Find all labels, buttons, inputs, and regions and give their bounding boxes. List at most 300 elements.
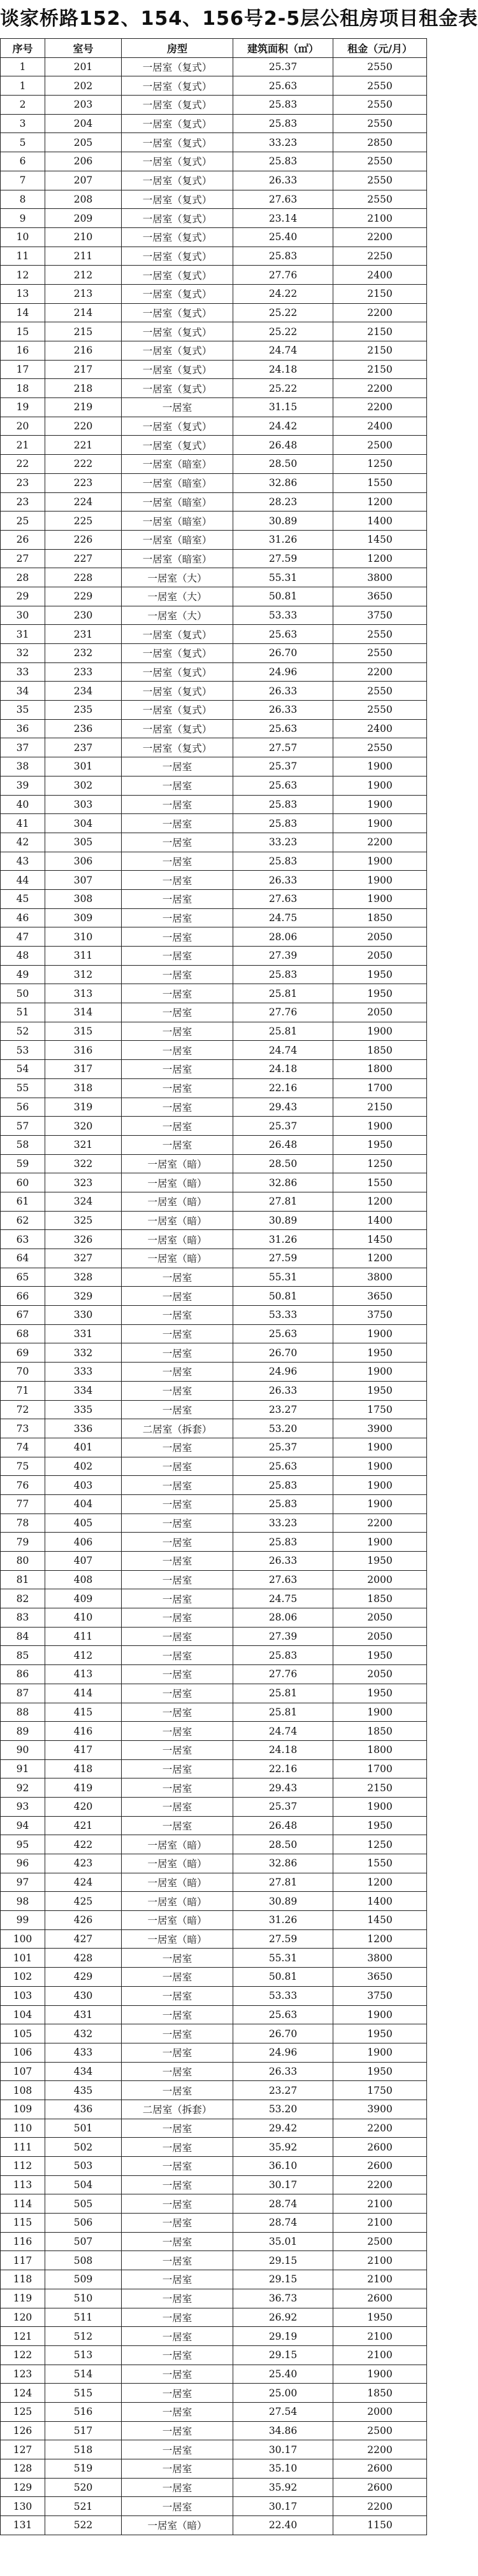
- cell-room-number: 320: [45, 1117, 122, 1136]
- cell-floor-area: 36.10: [233, 2157, 333, 2176]
- cell-monthly-rent: 2150: [333, 1098, 427, 1117]
- table-row: [1, 1173, 427, 1192]
- cell-index: 113: [1, 2175, 45, 2194]
- cell-index: 85: [1, 1646, 45, 1665]
- cell-index: 34: [1, 682, 45, 701]
- cell-monthly-rent: 1950: [333, 1646, 427, 1665]
- cell-monthly-rent: 3750: [333, 1306, 427, 1325]
- cell-floor-area: 23.27: [233, 1400, 333, 1419]
- cell-room-type: 一居室: [122, 2327, 233, 2346]
- cell-room-type: 一居室（暗室）: [122, 549, 233, 568]
- header-index: 序号: [1, 39, 45, 58]
- cell-room-type: 一居室（暗）: [122, 1873, 233, 1892]
- cell-room-type: 一居室: [122, 1306, 233, 1325]
- cell-monthly-rent: 2200: [333, 303, 427, 322]
- cell-room-number: 436: [45, 2100, 122, 2119]
- header-floor-area: 建筑面积（㎡）: [233, 39, 333, 58]
- cell-room-type: 一居室: [122, 1797, 233, 1816]
- table-row: [1, 1703, 427, 1722]
- cell-room-type: 一居室: [122, 1608, 233, 1628]
- cell-room-type: 一居室（暗）: [122, 1854, 233, 1873]
- cell-room-number: 514: [45, 2365, 122, 2384]
- cell-monthly-rent: 2200: [333, 2440, 427, 2459]
- cell-room-type: 一居室: [122, 1363, 233, 1382]
- cell-room-number: 314: [45, 1003, 122, 1022]
- cell-room-number: 508: [45, 2251, 122, 2270]
- cell-index: 82: [1, 1589, 45, 1608]
- cell-floor-area: 27.54: [233, 2402, 333, 2421]
- cell-room-type: 一居室: [122, 2384, 233, 2403]
- cell-room-number: 227: [45, 549, 122, 568]
- cell-room-type: 一居室: [122, 1703, 233, 1722]
- cell-monthly-rent: 1900: [333, 871, 427, 890]
- cell-floor-area: 27.39: [233, 947, 333, 966]
- cell-monthly-rent: 3650: [333, 1287, 427, 1306]
- cell-monthly-rent: 1900: [333, 1363, 427, 1382]
- cell-index: 9: [1, 209, 45, 228]
- cell-room-number: 207: [45, 171, 122, 190]
- cell-index: 44: [1, 871, 45, 890]
- cell-floor-area: 25.83: [233, 96, 333, 115]
- cell-monthly-rent: 1800: [333, 1740, 427, 1759]
- cell-room-number: 310: [45, 927, 122, 947]
- cell-floor-area: 25.81: [233, 1022, 333, 1041]
- table-row: [1, 1722, 427, 1741]
- cell-floor-area: 25.37: [233, 1438, 333, 1457]
- cell-room-number: 503: [45, 2157, 122, 2176]
- cell-room-type: 一居室（复式）: [122, 76, 233, 96]
- cell-room-number: 224: [45, 492, 122, 512]
- cell-index: 77: [1, 1494, 45, 1513]
- cell-room-type: 一居室（复式）: [122, 662, 233, 682]
- cell-floor-area: 25.22: [233, 303, 333, 322]
- cell-room-number: 421: [45, 1816, 122, 1835]
- cell-monthly-rent: 2100: [333, 2214, 427, 2233]
- cell-room-number: 317: [45, 1060, 122, 1079]
- table-row: [1, 360, 427, 379]
- cell-floor-area: 24.96: [233, 2043, 333, 2062]
- cell-monthly-rent: 1950: [333, 984, 427, 1003]
- cell-room-number: 206: [45, 152, 122, 171]
- cell-room-number: 303: [45, 795, 122, 814]
- cell-monthly-rent: 2050: [333, 927, 427, 947]
- cell-room-type: 一居室（暗室）: [122, 530, 233, 549]
- cell-index: 114: [1, 2194, 45, 2214]
- cell-room-number: 324: [45, 1192, 122, 1211]
- cell-floor-area: 25.37: [233, 1797, 333, 1816]
- cell-floor-area: 27.59: [233, 1249, 333, 1268]
- cell-index: 22: [1, 455, 45, 474]
- cell-floor-area: 24.18: [233, 1740, 333, 1759]
- cell-room-type: 一居室: [122, 1968, 233, 1987]
- cell-index: 41: [1, 814, 45, 833]
- table-header-row: [1, 39, 427, 58]
- cell-index: 88: [1, 1703, 45, 1722]
- cell-index: 3: [1, 114, 45, 133]
- cell-room-number: 416: [45, 1722, 122, 1741]
- cell-room-number: 405: [45, 1513, 122, 1533]
- cell-monthly-rent: 1450: [333, 530, 427, 549]
- table-row: [1, 738, 427, 757]
- cell-index: 61: [1, 1192, 45, 1211]
- cell-room-number: 312: [45, 965, 122, 984]
- table-row: [1, 1306, 427, 1325]
- cell-room-type: 一居室: [122, 2402, 233, 2421]
- cell-room-type: 一居室（暗）: [122, 2516, 233, 2535]
- cell-monthly-rent: 2600: [333, 2157, 427, 2176]
- cell-room-type: 一居室（复式）: [122, 227, 233, 247]
- table-row: [1, 1684, 427, 1703]
- cell-floor-area: 25.40: [233, 2365, 333, 2384]
- cell-room-number: 210: [45, 227, 122, 247]
- cell-floor-area: 22.16: [233, 1078, 333, 1098]
- table-row: [1, 492, 427, 512]
- cell-monthly-rent: 1700: [333, 1759, 427, 1778]
- cell-index: 43: [1, 852, 45, 871]
- table-row: [1, 947, 427, 966]
- cell-room-type: 一居室（复式）: [122, 171, 233, 190]
- table-row: [1, 719, 427, 738]
- cell-monthly-rent: 2200: [333, 2119, 427, 2138]
- table-row: [1, 2005, 427, 2024]
- cell-monthly-rent: 2150: [333, 341, 427, 361]
- cell-monthly-rent: 3900: [333, 2100, 427, 2119]
- cell-floor-area: 27.81: [233, 1192, 333, 1211]
- cell-room-type: 一居室: [122, 2138, 233, 2157]
- cell-index: 37: [1, 738, 45, 757]
- cell-room-number: 428: [45, 1949, 122, 1968]
- cell-room-number: 407: [45, 1552, 122, 1571]
- cell-monthly-rent: 1900: [333, 1494, 427, 1513]
- cell-room-number: 214: [45, 303, 122, 322]
- table-row: [1, 1873, 427, 1892]
- table-row: [1, 1929, 427, 1949]
- table-row: [1, 1608, 427, 1628]
- cell-monthly-rent: 3750: [333, 606, 427, 625]
- cell-room-type: 一居室: [122, 1589, 233, 1608]
- cell-monthly-rent: 1400: [333, 1892, 427, 1911]
- cell-monthly-rent: 1750: [333, 2081, 427, 2100]
- cell-room-number: 410: [45, 1608, 122, 1628]
- cell-room-number: 233: [45, 662, 122, 682]
- cell-monthly-rent: 1900: [333, 2005, 427, 2024]
- table-row: [1, 1627, 427, 1646]
- cell-floor-area: 25.83: [233, 1476, 333, 1495]
- cell-room-type: 一居室: [122, 1949, 233, 1968]
- table-row: [1, 2516, 427, 2535]
- cell-room-number: 411: [45, 1627, 122, 1646]
- table-row: [1, 2402, 427, 2421]
- cell-room-type: 一居室: [122, 889, 233, 908]
- cell-index: 126: [1, 2421, 45, 2440]
- cell-floor-area: 29.43: [233, 1098, 333, 1117]
- table-row: [1, 682, 427, 701]
- cell-index: 16: [1, 341, 45, 361]
- cell-floor-area: 50.81: [233, 1968, 333, 1987]
- table-row: [1, 1986, 427, 2005]
- cell-monthly-rent: 1200: [333, 549, 427, 568]
- cell-room-type: 一居室: [122, 1722, 233, 1741]
- cell-floor-area: 27.59: [233, 549, 333, 568]
- cell-room-number: 424: [45, 1873, 122, 1892]
- cell-floor-area: 32.86: [233, 473, 333, 492]
- cell-floor-area: 26.33: [233, 2062, 333, 2081]
- cell-index: 36: [1, 719, 45, 738]
- table-row: [1, 2157, 427, 2176]
- cell-monthly-rent: 1200: [333, 1929, 427, 1949]
- cell-room-type: 一居室: [122, 2043, 233, 2062]
- cell-room-number: 406: [45, 1533, 122, 1552]
- cell-room-number: 218: [45, 379, 122, 398]
- cell-index: 130: [1, 2497, 45, 2516]
- table-row: [1, 2138, 427, 2157]
- table-row: [1, 1098, 427, 1117]
- cell-room-type: 一居室: [122, 2478, 233, 2497]
- cell-room-type: 一居室: [122, 947, 233, 966]
- cell-index: 111: [1, 2138, 45, 2157]
- table-row: [1, 2421, 427, 2440]
- cell-index: 38: [1, 757, 45, 776]
- table-row: [1, 266, 427, 285]
- cell-monthly-rent: 2050: [333, 1627, 427, 1646]
- cell-monthly-rent: 2500: [333, 2232, 427, 2251]
- cell-room-number: 408: [45, 1570, 122, 1589]
- cell-index: 69: [1, 1343, 45, 1363]
- cell-index: 80: [1, 1552, 45, 1571]
- table-row: [1, 96, 427, 115]
- table-row: [1, 303, 427, 322]
- cell-index: 49: [1, 965, 45, 984]
- cell-index: 76: [1, 1476, 45, 1495]
- cell-room-number: 305: [45, 833, 122, 852]
- table-row: [1, 512, 427, 531]
- cell-monthly-rent: 2050: [333, 1665, 427, 1684]
- table-row: [1, 2440, 427, 2459]
- cell-floor-area: 29.15: [233, 2345, 333, 2365]
- cell-monthly-rent: 2100: [333, 2270, 427, 2289]
- table-row: [1, 1797, 427, 1816]
- cell-monthly-rent: 1950: [333, 1381, 427, 1400]
- cell-index: 65: [1, 1268, 45, 1287]
- table-row: [1, 1211, 427, 1230]
- cell-room-number: 231: [45, 625, 122, 644]
- cell-room-number: 510: [45, 2289, 122, 2308]
- cell-index: 23: [1, 473, 45, 492]
- cell-monthly-rent: 1200: [333, 492, 427, 512]
- table-row: [1, 1230, 427, 1249]
- cell-room-number: 512: [45, 2327, 122, 2346]
- cell-room-type: 一居室（复式）: [122, 738, 233, 757]
- cell-room-type: 一居室: [122, 795, 233, 814]
- cell-room-type: 一居室: [122, 2119, 233, 2138]
- cell-room-type: 一居室: [122, 2024, 233, 2043]
- cell-room-type: 一居室: [122, 2194, 233, 2214]
- cell-floor-area: 55.31: [233, 1268, 333, 1287]
- cell-floor-area: 35.01: [233, 2232, 333, 2251]
- cell-room-number: 225: [45, 512, 122, 531]
- cell-monthly-rent: 2150: [333, 360, 427, 379]
- cell-room-type: 一居室: [122, 757, 233, 776]
- table-row: [1, 171, 427, 190]
- cell-room-type: 一居室: [122, 1627, 233, 1646]
- cell-index: 86: [1, 1665, 45, 1684]
- cell-floor-area: 25.83: [233, 1494, 333, 1513]
- cell-index: 32: [1, 644, 45, 663]
- cell-room-type: 一居室: [122, 2345, 233, 2365]
- cell-room-type: 一居室: [122, 2497, 233, 2516]
- cell-index: 91: [1, 1759, 45, 1778]
- table-row: [1, 1192, 427, 1211]
- cell-floor-area: 25.00: [233, 2384, 333, 2403]
- cell-monthly-rent: 1250: [333, 455, 427, 474]
- cell-index: 87: [1, 1684, 45, 1703]
- cell-floor-area: 32.86: [233, 1173, 333, 1192]
- cell-room-number: 323: [45, 1173, 122, 1192]
- cell-room-number: 236: [45, 719, 122, 738]
- cell-room-type: 一居室（复式）: [122, 436, 233, 455]
- cell-floor-area: 24.96: [233, 662, 333, 682]
- cell-index: 55: [1, 1078, 45, 1098]
- cell-room-number: 212: [45, 266, 122, 285]
- cell-room-number: 412: [45, 1646, 122, 1665]
- cell-monthly-rent: 2000: [333, 2402, 427, 2421]
- cell-room-type: 一居室: [122, 1400, 233, 1419]
- cell-room-type: 一居室（暗室）: [122, 455, 233, 474]
- table-row: [1, 2062, 427, 2081]
- cell-index: 58: [1, 1135, 45, 1154]
- table-row: [1, 1003, 427, 1022]
- cell-room-number: 331: [45, 1324, 122, 1343]
- cell-room-type: 一居室: [122, 1343, 233, 1363]
- cell-room-number: 205: [45, 133, 122, 152]
- cell-floor-area: 25.37: [233, 57, 333, 76]
- table-row: [1, 1949, 427, 1968]
- cell-room-type: 一居室（复式）: [122, 417, 233, 436]
- cell-room-number: 423: [45, 1854, 122, 1873]
- cell-floor-area: 28.50: [233, 1154, 333, 1173]
- cell-floor-area: 53.20: [233, 2100, 333, 2119]
- cell-room-type: 一居室（暗）: [122, 1911, 233, 1930]
- cell-monthly-rent: 1900: [333, 2043, 427, 2062]
- cell-index: 14: [1, 303, 45, 322]
- cell-index: 35: [1, 701, 45, 720]
- cell-monthly-rent: 2500: [333, 436, 427, 455]
- cell-room-number: 418: [45, 1759, 122, 1778]
- cell-room-type: 一居室: [122, 1816, 233, 1835]
- cell-monthly-rent: 2550: [333, 625, 427, 644]
- cell-floor-area: 27.76: [233, 1003, 333, 1022]
- cell-index: 2: [1, 96, 45, 115]
- cell-room-type: 一居室: [122, 2214, 233, 2233]
- cell-floor-area: 24.74: [233, 341, 333, 361]
- cell-monthly-rent: 1950: [333, 1135, 427, 1154]
- cell-room-number: 201: [45, 57, 122, 76]
- cell-monthly-rent: 1900: [333, 852, 427, 871]
- cell-monthly-rent: 1900: [333, 889, 427, 908]
- cell-monthly-rent: 2550: [333, 152, 427, 171]
- cell-room-number: 417: [45, 1740, 122, 1759]
- cell-room-number: 429: [45, 1968, 122, 1987]
- cell-index: 128: [1, 2459, 45, 2479]
- cell-room-type: 一居室: [122, 1381, 233, 1400]
- table-row: [1, 133, 427, 152]
- cell-monthly-rent: 2200: [333, 662, 427, 682]
- cell-index: 42: [1, 833, 45, 852]
- table-row: [1, 2175, 427, 2194]
- cell-room-number: 319: [45, 1098, 122, 1117]
- cell-floor-area: 24.42: [233, 417, 333, 436]
- cell-room-type: 一居室: [122, 1117, 233, 1136]
- cell-monthly-rent: 1900: [333, 1324, 427, 1343]
- cell-floor-area: 25.63: [233, 776, 333, 795]
- cell-room-type: 一居室: [122, 1135, 233, 1154]
- cell-monthly-rent: 3750: [333, 1986, 427, 2005]
- cell-floor-area: 53.33: [233, 1306, 333, 1325]
- cell-room-type: 一居室: [122, 2308, 233, 2327]
- cell-room-number: 509: [45, 2270, 122, 2289]
- cell-room-type: 一居室: [122, 1533, 233, 1552]
- cell-room-number: 435: [45, 2081, 122, 2100]
- cell-index: 10: [1, 227, 45, 247]
- cell-index: 70: [1, 1363, 45, 1382]
- cell-monthly-rent: 2550: [333, 171, 427, 190]
- cell-index: 100: [1, 1929, 45, 1949]
- cell-floor-area: 28.50: [233, 455, 333, 474]
- cell-floor-area: 24.18: [233, 360, 333, 379]
- cell-room-number: 409: [45, 1589, 122, 1608]
- cell-room-number: 321: [45, 1135, 122, 1154]
- cell-index: 19: [1, 398, 45, 417]
- cell-floor-area: 27.63: [233, 190, 333, 209]
- table-row: [1, 1381, 427, 1400]
- cell-monthly-rent: 1950: [333, 1552, 427, 1571]
- cell-monthly-rent: 1750: [333, 1400, 427, 1419]
- cell-monthly-rent: 1850: [333, 1722, 427, 1741]
- cell-floor-area: 25.63: [233, 625, 333, 644]
- cell-room-type: 一居室: [122, 2365, 233, 2384]
- cell-monthly-rent: 1950: [333, 1343, 427, 1363]
- cell-room-number: 433: [45, 2043, 122, 2062]
- cell-monthly-rent: 1850: [333, 1041, 427, 1060]
- cell-room-type: 一居室: [122, 398, 233, 417]
- cell-room-number: 516: [45, 2402, 122, 2421]
- cell-floor-area: 29.15: [233, 2251, 333, 2270]
- cell-index: 51: [1, 1003, 45, 1022]
- cell-monthly-rent: 1900: [333, 1457, 427, 1476]
- cell-room-number: 311: [45, 947, 122, 966]
- cell-index: 109: [1, 2100, 45, 2119]
- cell-room-number: 211: [45, 247, 122, 266]
- cell-monthly-rent: 2050: [333, 1003, 427, 1022]
- cell-floor-area: 29.42: [233, 2119, 333, 2138]
- cell-monthly-rent: 2550: [333, 114, 427, 133]
- cell-room-type: 一居室: [122, 871, 233, 890]
- cell-room-number: 216: [45, 341, 122, 361]
- table-row: [1, 2232, 427, 2251]
- cell-floor-area: 24.96: [233, 1363, 333, 1382]
- cell-room-type: 二居室（拆套）: [122, 2100, 233, 2119]
- cell-room-number: 313: [45, 984, 122, 1003]
- cell-index: 110: [1, 2119, 45, 2138]
- cell-monthly-rent: 3800: [333, 568, 427, 587]
- cell-monthly-rent: 2050: [333, 947, 427, 966]
- cell-room-type: 一居室: [122, 1778, 233, 1798]
- table-row: [1, 417, 427, 436]
- cell-room-number: 422: [45, 1835, 122, 1854]
- table-row: [1, 2345, 427, 2365]
- cell-monthly-rent: 1450: [333, 1230, 427, 1249]
- cell-room-type: 一居室（暗）: [122, 1835, 233, 1854]
